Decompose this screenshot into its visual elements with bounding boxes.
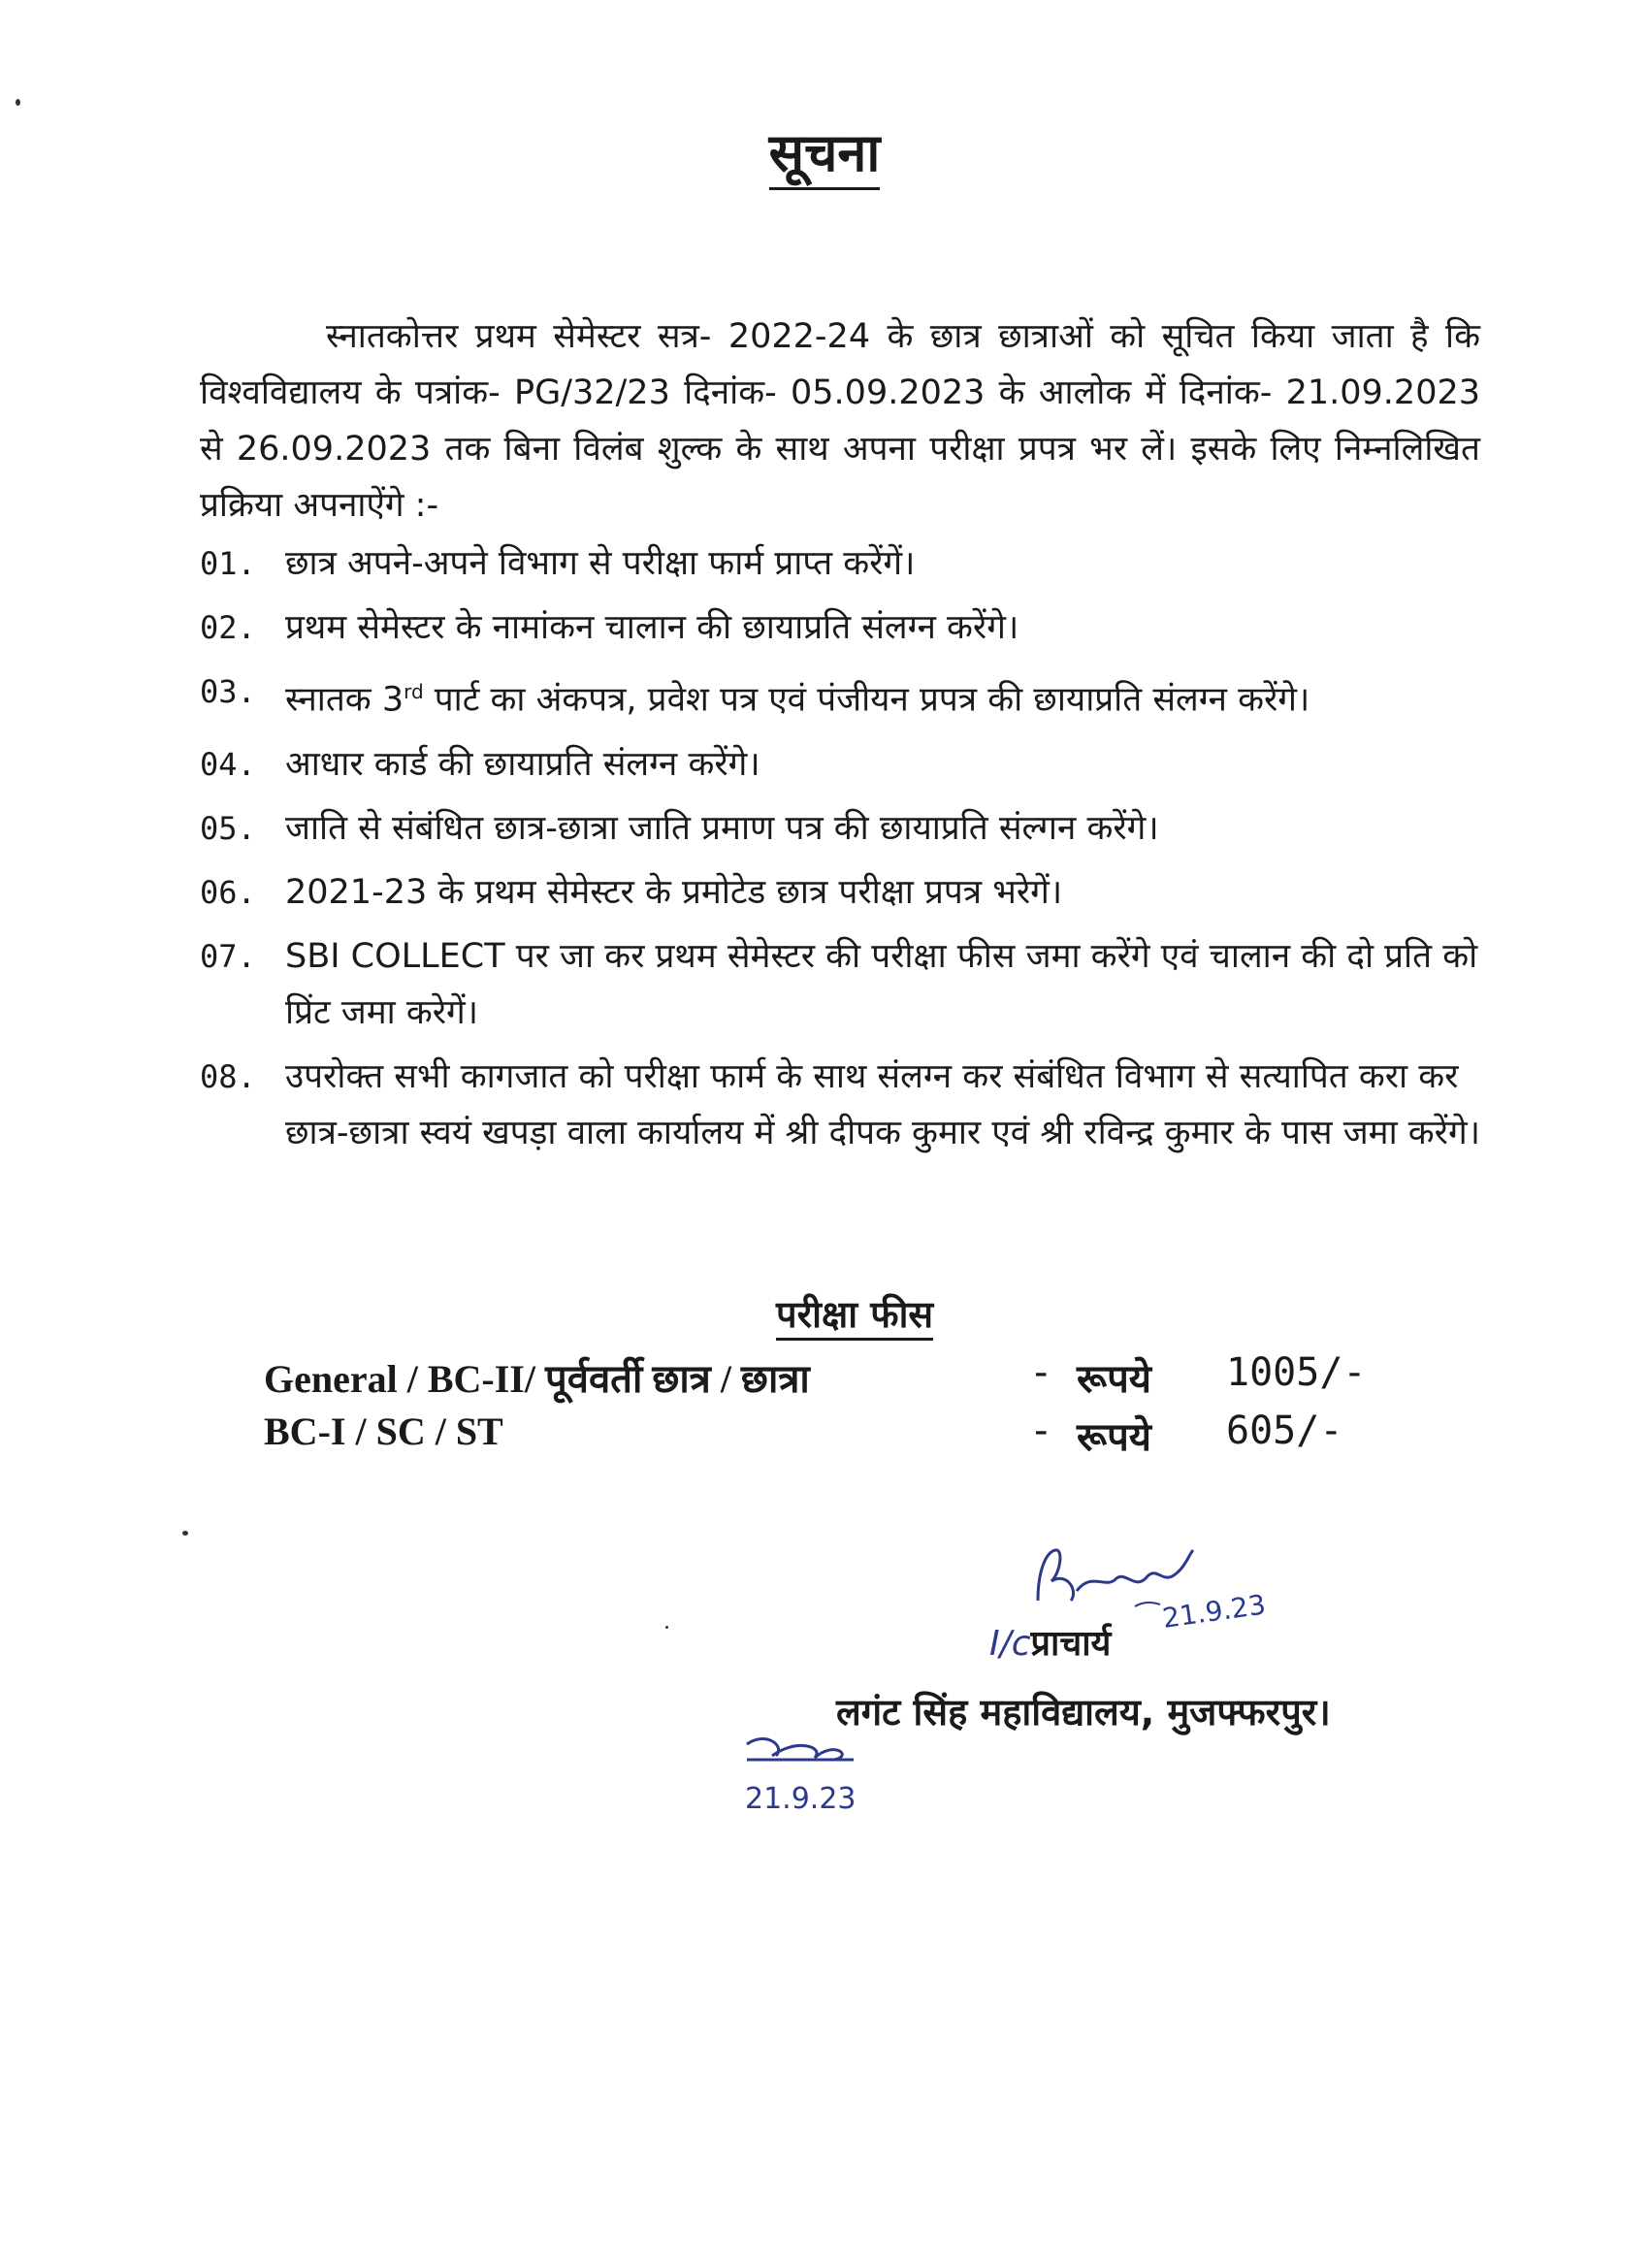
scan-speck <box>16 99 20 106</box>
list-item: 04. आधार कार्ड की छायाप्रति संलग्न करेंगे। <box>200 744 760 784</box>
scan-speck <box>665 1626 668 1629</box>
signature-date: 21.9.23 <box>1160 1588 1268 1635</box>
notice-paragraph: स्नातकोत्तर प्रथम सेमेस्टर सत्र- 2022-24 के छात्र छात्राओं को सूचित किया जाता है कि विश्वविद्यालय के पत्रांक- PG/32/23 दिनांक- 05.09.2023 के आलोक में दिनांक- 21.09.2023 से 26.09.2023 तक बिना विलंब शुल्क के साथ अपना परीक्षा प्रपत्र भर लें। इसके लिए निम्नलिखित प्रक्रिया अपनाऐंगे :- <box>200 317 1480 525</box>
list-item: 01. छात्र अपने-अपने विभाग से परीक्षा फार्म प्राप्त करेंगें। <box>200 544 916 583</box>
list-item: 06. 2021-23 के प्रथम सेमेस्टर के प्रमोटेड छात्र परीक्षा प्रपत्र भरेगें। <box>200 872 1063 912</box>
designation: प्राचार्य <box>1030 1624 1112 1664</box>
scan-speck <box>182 1531 188 1536</box>
procedure-list <box>200 535 1480 1169</box>
fee-heading: परीक्षा फीस <box>776 1288 933 1339</box>
endorsement-initials <box>737 1717 912 1824</box>
handwritten-prefix: I/c <box>989 1624 1031 1664</box>
list-item: 05. जाति से संबंधित छात्र-छात्रा जाति प्रमाण पत्र की छायाप्रति संल्गन करेंगे। <box>200 808 1159 848</box>
list-item: 07. SBI COLLECT पर जा कर प्रथम सेमेस्टर की परीक्षा फीस जमा करेंगे एवं चालान की दो प्रति को प्रिंट जमा करेगें। <box>200 936 1478 1032</box>
endorsement-date: 21.9.23 <box>745 1782 857 1816</box>
list-item: 02. प्रथम सेमेस्टर के नामांकन चालान की छायाप्रति संलग्न करेंगे। <box>200 608 1019 647</box>
notice-page: सूचना स्नातकोत्तर प्रथम सेमेस्टर सत्र- 2022-24 के छात्र छात्राओं को सूचित किया जाता है कि विश्वविद्यालय के पत्रांक- PG/32/23 दिनांक- 05.09.2023 के आलोक में दिनांक- 21.09.2023 से 26.09.2023 तक बिना विलंब शुल्क के साथ अपना परीक्षा प्रपत्र भर लें। इसके लिए निम्नलिखित प्रक्रिया अपनाऐंगे :- 01. छात्र अपने-अपने विभाग से परीक्षा फार्म प्राप्त करेंगें। 02. प्रथम सेमेस्टर के नामांकन चालान की छायाप्रति संलग्न करेंगे। 03. स्नातक 3rd पार्ट का अंकपत्र, प्रवेश पत्र एवं पंजीयन प्रपत्र की छायाप्रति संलग्न करेंगे। 04. आधार कार्ड की छायाप्रति संलग्न करेंगे। 05. जाति से संबंधित छात्र-छात्रा जाति प्रमाण पत्र की छायाप्रति संल्गन करेंगे। 06. 2021-23 के प्रथम सेमेस्टर के प्रमोटेड छात्र परीक्षा प्रपत्र भरेगें। 07. SBI COLLECT पर जा कर प्रथम सेमेस्टर की परीक्षा फीस जमा करेंगे एवं चालान की दो प्रति को प्रिंट जमा करेगें। 08. उपरोक्त सभी कागजात को परीक्षा फार्म के साथ संलग्न कर संबंधित विभाग से सत्यापित करा कर छात्र-छात्रा स्वयं खपड़ा वाला कार्यालय में श्री दीपक कुमार एवं श्री रविन्द्र कुमार के पास जमा करेंगे। परीक्षा फीस General / BC-II/ पूर्ववर्ती छात्र / छात्रा - रूपये 1005/- BC-I / SC / ST - रूपये 605/- 21.9.23 I/cप्राचार्य लगंट सिंह महाविद्यालय, मुजफ्फरपुर। 21.9.23 <box>0 0 1649 2268</box>
designation-line <box>989 1618 1111 1666</box>
list-item: 08. उपरोक्त सभी कागजात को परीक्षा फार्म के साथ संलग्न कर संबंधित विभाग से सत्यापित करा कर छात्र-छात्रा स्वयं खपड़ा वाला कार्यालय में श्री दीपक कुमार एवं श्री रविन्द्र कुमार के पास जमा करेंगे। <box>200 1056 1480 1152</box>
college-name: लगंट सिंह महाविद्यालय, मुजफ्फरपुर। <box>836 1691 1331 1733</box>
notice-title: सूचना <box>0 114 1649 186</box>
list-item: 03. स्नातक 3rd पार्ट का अंकपत्र, प्रवेश पत्र एवं पंजीयन प्रपत्र की छायाप्रति संलग्न करेंगे। <box>200 673 1310 720</box>
